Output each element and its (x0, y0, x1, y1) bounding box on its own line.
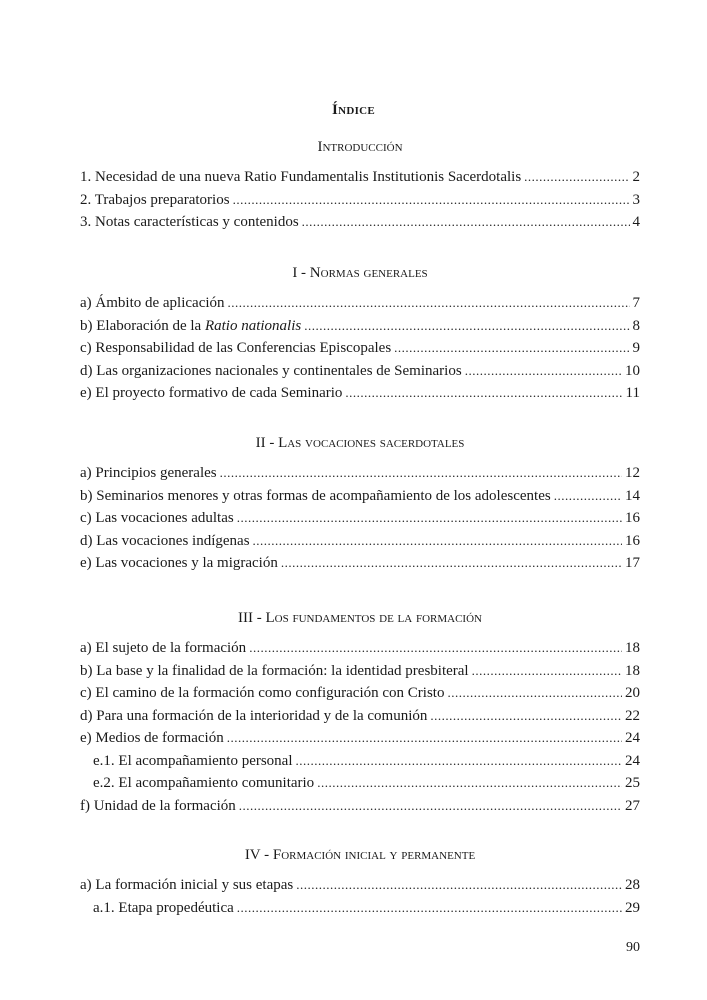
entry-title (80, 189, 230, 212)
entry-title-text: c) Responsabilidad de las Conferencias Episcopales (80, 340, 392, 356)
entry-title (80, 462, 217, 485)
entry-title-text: b) Elaboración de la (80, 317, 205, 334)
dot-leader (296, 874, 622, 897)
entry-title (80, 705, 427, 728)
dot-leader (304, 315, 629, 338)
entry-title-text: d) Las organizaciones nacionales y continentales de Seminarios (80, 362, 462, 379)
entry-page-number: 18 (625, 662, 640, 679)
toc-entry[interactable] (80, 360, 640, 383)
dot-leader (317, 772, 622, 795)
toc-section (80, 844, 640, 919)
dot-leader (296, 750, 622, 773)
dot-leader (472, 660, 622, 683)
toc-entry[interactable] (80, 507, 640, 530)
entry-title-text: 1. Necesidad de una nueva Ratio Fundamentalis Institutionis Sacerdotalis (80, 169, 522, 185)
dot-leader (302, 211, 630, 234)
dot-leader (253, 530, 622, 553)
entry-page-number: 4 (632, 214, 640, 230)
section-heading: IV - Formación inicial y permanente (244, 847, 476, 863)
entry-title-text: c) El camino de la formación como configuración con Cristo (80, 685, 445, 701)
entry-title (80, 530, 250, 553)
entry-title-text: a) Ámbito de aplicación (80, 295, 225, 311)
toc-entry[interactable] (80, 382, 640, 405)
entry-title (80, 211, 299, 234)
entry-title-text: a.1. Etapa propedéutica (93, 899, 234, 916)
entry-page-number: 12 (625, 465, 640, 481)
dot-leader (394, 337, 629, 360)
toc-entry[interactable] (80, 166, 640, 189)
toc-entry[interactable] (80, 660, 640, 683)
toc-entry[interactable] (80, 530, 640, 553)
entry-title (80, 382, 342, 405)
entry-title (80, 337, 391, 360)
toc-entry[interactable] (80, 462, 640, 485)
entry-title-text: b) Seminarios menores y otras formas de acompañamiento de los adolescentes (80, 487, 551, 504)
toc-section (80, 262, 640, 405)
toc-entry[interactable] (80, 637, 640, 660)
toc-section (80, 136, 640, 234)
toc-entry[interactable] (80, 772, 640, 795)
toc-entry[interactable] (80, 874, 640, 897)
entry-page-number: 18 (625, 640, 640, 656)
entry-page-number: 24 (625, 730, 640, 746)
entry-title-italic: Ratio nationalis (204, 317, 302, 334)
entry-title-text: 2. Trabajos preparatorios (80, 191, 230, 208)
toc-entry[interactable] (80, 552, 640, 575)
toc-entry[interactable] (80, 315, 640, 338)
toc-entry[interactable] (80, 211, 640, 234)
toc-entry[interactable] (80, 897, 640, 920)
dot-leader (237, 897, 622, 920)
dot-leader (281, 552, 622, 575)
entry-page-number: 8 (632, 317, 640, 334)
entry-title (80, 292, 225, 315)
entry-page-number: 9 (632, 340, 640, 356)
entry-title-text: b) La base y la finalidad de la formación: la identidad presbiteral (80, 662, 469, 679)
toc-entry[interactable] (80, 337, 640, 360)
entry-title-text: e.1. El acompañamiento personal (93, 752, 293, 769)
entry-title-text: d) Para una formación de la interioridad y de la comunión (80, 707, 428, 724)
dot-leader (345, 382, 622, 405)
entry-page-number: 10 (625, 362, 640, 379)
entry-title (80, 485, 551, 508)
entry-title-text: 3. Notas características y contenidos (80, 214, 299, 230)
toc-title: Índice (331, 102, 376, 118)
entry-title-text: a) Principios generales (80, 465, 217, 481)
toc-entry[interactable] (80, 727, 640, 750)
entry-page-number: 22 (625, 707, 640, 724)
entry-page-number: 14 (625, 487, 640, 504)
dot-leader (237, 507, 622, 530)
entry-page-number: 27 (625, 797, 640, 814)
entry-page-number: 24 (625, 752, 640, 769)
toc-section (80, 432, 640, 575)
toc-entry[interactable] (80, 485, 640, 508)
entry-title-text: e.2. El acompañamiento comunitario (93, 775, 315, 791)
entry-title (80, 315, 301, 338)
entry-title (80, 637, 246, 660)
toc-entry[interactable] (80, 189, 640, 212)
toc-entry[interactable] (80, 750, 640, 773)
dot-leader (233, 189, 630, 212)
entry-page-number: 29 (625, 899, 640, 916)
toc-entry[interactable] (80, 795, 640, 818)
toc-section (80, 607, 640, 817)
entry-title-text: d) Las vocaciones indígenas (80, 532, 250, 549)
entry-page-number: 3 (632, 191, 640, 208)
toc-entry[interactable] (80, 705, 640, 728)
dot-leader (228, 292, 630, 315)
dot-leader (430, 705, 622, 728)
entry-title-text: e) Las vocaciones y la migración (80, 555, 278, 571)
entry-page-number: 16 (625, 532, 640, 549)
entry-title (80, 360, 462, 383)
entry-page-number: 2 (632, 169, 640, 185)
section-heading: III - Los fundamentos de la formación (238, 610, 482, 626)
section-heading: Introducción (317, 139, 403, 155)
entry-title-text: f) Unidad de la formación (80, 797, 236, 814)
toc-entry[interactable] (80, 292, 640, 315)
entry-title (80, 552, 278, 575)
dot-leader (227, 727, 622, 750)
entry-title (93, 897, 234, 920)
entry-title (80, 660, 469, 683)
toc-entry[interactable] (80, 682, 640, 705)
entry-title-text: e) El proyecto formativo de cada Seminario (80, 385, 343, 401)
entry-title (93, 772, 314, 795)
entry-title-text: a) La formación inicial y sus etapas (80, 877, 294, 893)
entry-title (80, 507, 234, 530)
dot-leader (554, 485, 622, 508)
entry-title-text: e) Medios de formación (80, 730, 224, 746)
entry-title (80, 727, 224, 750)
entry-title-text: a) El sujeto de la formación (80, 640, 247, 656)
entry-title (80, 795, 236, 818)
dot-leader (524, 166, 629, 189)
entry-title (80, 166, 521, 189)
entry-title-text: c) Las vocaciones adultas (80, 510, 234, 526)
dot-leader (465, 360, 622, 383)
entry-page-number: 16 (625, 510, 640, 526)
entry-page-number: 17 (625, 555, 640, 571)
entry-page-number: 28 (625, 877, 640, 893)
section-heading: I - Normas generales (292, 265, 428, 281)
entry-page-number: 20 (625, 685, 640, 701)
dot-leader (220, 462, 622, 485)
page-number: 90 (626, 940, 640, 955)
entry-title (80, 874, 293, 897)
dot-leader (239, 795, 622, 818)
section-heading: II - Las vocaciones sacerdotales (255, 435, 465, 451)
dot-leader (447, 682, 622, 705)
entry-title (93, 750, 293, 773)
dot-leader (249, 637, 622, 660)
entry-page-number: 7 (632, 295, 640, 311)
entry-page-number: 11 (625, 385, 640, 401)
entry-title (80, 682, 444, 705)
entry-page-number: 25 (625, 775, 640, 791)
